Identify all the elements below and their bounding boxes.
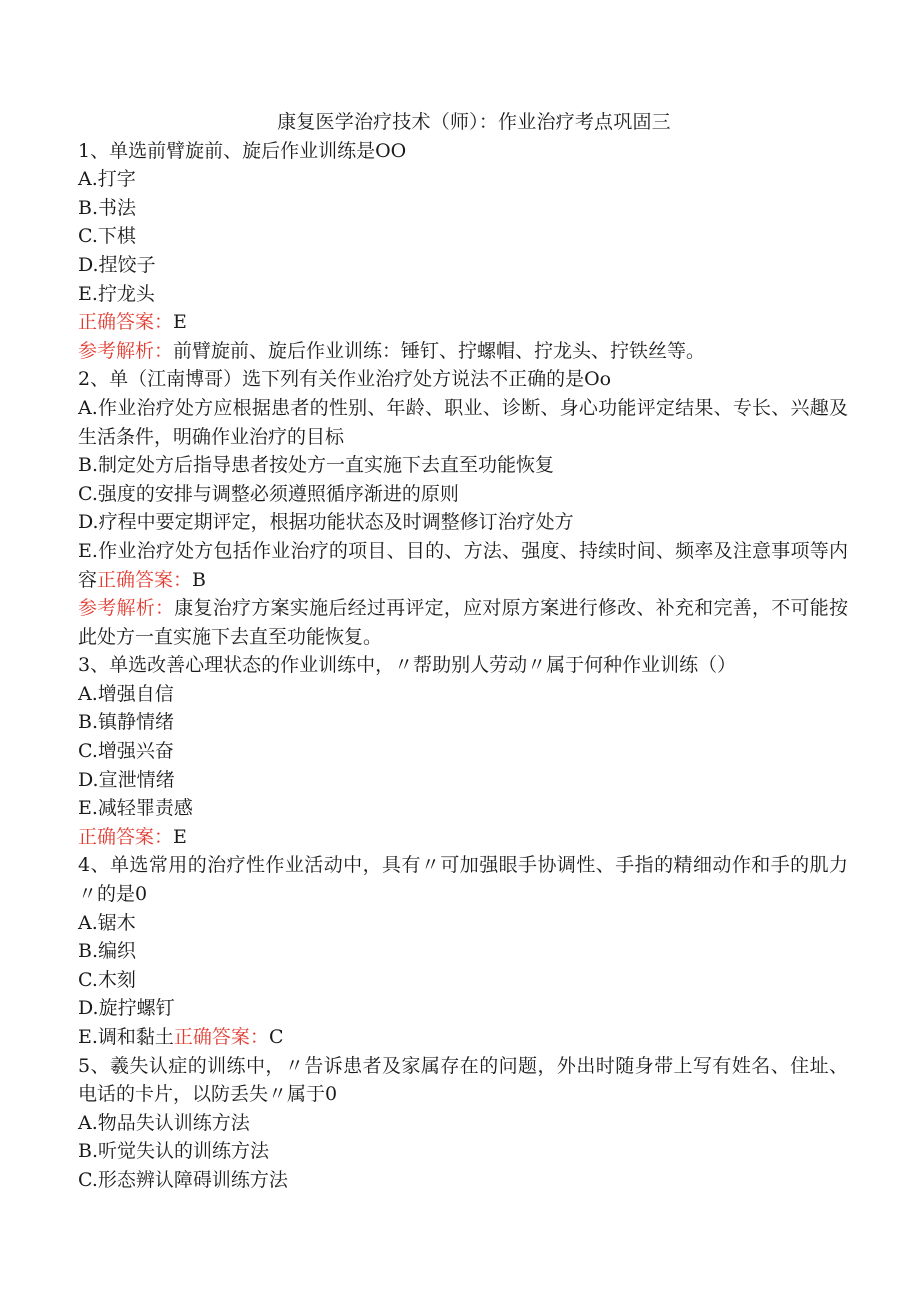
option-text: E.调和黏土 bbox=[78, 1026, 174, 1048]
q2-option-d: D.疗程中要定期评定，根据功能状态及时调整修订治疗处方 bbox=[78, 511, 574, 534]
q1-stem: 1、单选前臂旋前、旋后作业训练是OO bbox=[78, 139, 407, 162]
answer-value: C bbox=[268, 1026, 284, 1048]
q1-option-b: B.书法 bbox=[78, 196, 137, 219]
answer-value: E bbox=[173, 825, 187, 848]
option-text: E.作业治疗处方包括作业治疗的项目、目的、方法、强度、持续时间、频率及注意事项等内容 bbox=[78, 539, 848, 591]
q3-option-c: C.增强兴奋 bbox=[78, 740, 174, 763]
document-page bbox=[78, 108, 848, 1195]
q2-option-c: C.强度的安排与调整必须遵照循序渐进的原则 bbox=[78, 482, 459, 505]
answer-label: 正确答案： bbox=[78, 825, 174, 848]
q1-option-e: E.拧龙头 bbox=[78, 282, 155, 305]
analysis-text: 康复治疗方案实施后经过再评定，应对原方案进行修改、补充和完善，不可能按此处方一直实施下去直至功能恢复。 bbox=[78, 597, 848, 648]
answer-value: E bbox=[173, 311, 187, 334]
q4-option-b: B.编织 bbox=[78, 940, 137, 963]
q1-answer bbox=[78, 308, 848, 337]
q2-option-b: B.制定处方后指导患者按处方一直实施下去直至功能恢复 bbox=[78, 454, 555, 477]
page-title: 康复医学治疗技术（师）：作业治疗考点巩固三 bbox=[277, 111, 671, 133]
q4-option-e bbox=[78, 1023, 848, 1052]
q5-option-c: C.形态辨认障碍训练方法 bbox=[78, 1168, 288, 1191]
q4-option-d: D.旋拧螺钉 bbox=[78, 997, 175, 1020]
answer-label: 正确答案： bbox=[97, 568, 193, 591]
q1-option-c: C.下棋 bbox=[78, 225, 136, 248]
q5-stem: 5、羲失认症的训练中，〃告诉患者及家属存在的问题，外出时随身带上写有姓名、住址、电话的卡片，以防丢失〃属于0 bbox=[78, 1054, 848, 1106]
q1-option-d: D.捏饺子 bbox=[78, 253, 156, 276]
answer-label: 正确答案： bbox=[173, 1026, 269, 1048]
q2-analysis bbox=[78, 594, 848, 651]
q3-option-b: B.镇静情绪 bbox=[78, 711, 175, 734]
q5-option-a: A.物品失认训练方法 bbox=[78, 1111, 250, 1134]
q3-answer bbox=[78, 823, 848, 852]
analysis-label: 参考解析： bbox=[78, 597, 175, 620]
q4-option-c: C.木刻 bbox=[78, 968, 136, 991]
answer-value: B bbox=[192, 568, 206, 591]
q2-option-e bbox=[78, 537, 848, 594]
q3-option-d: D.宣泄情绪 bbox=[78, 768, 175, 791]
q2-option-a: A.作业治疗处方应根据患者的性别、年龄、职业、诊断、身心功能评定结果、专长、兴趣及生活条件，明确作业治疗的目标 bbox=[78, 396, 848, 448]
q3-option-e: E.减轻罪责感 bbox=[78, 797, 193, 820]
q1-analysis bbox=[78, 337, 848, 366]
q3-stem: 3、单选改善心理状态的作业训练中，〃帮助别人劳动〃属于何种作业训练（） bbox=[78, 654, 737, 677]
q5-option-b: B.听觉失认的训练方法 bbox=[78, 1140, 270, 1163]
q4-option-a: A.锯木 bbox=[78, 911, 136, 934]
q2-stem: 2、单（江南博哥）选下列有关作业治疗处方说法不正确的是Oo bbox=[78, 368, 612, 391]
q1-option-a: A.打字 bbox=[78, 168, 136, 191]
analysis-text: 前臂旋前、旋后作业训练：锤钉、拧螺帽、拧龙头、拧铁丝等。 bbox=[173, 339, 706, 362]
answer-label: 正确答案： bbox=[78, 311, 174, 334]
q3-option-a: A.增强自信 bbox=[78, 682, 174, 705]
analysis-label: 参考解析： bbox=[78, 339, 174, 362]
q4-stem: 4、单选常用的治疗性作业活动中，具有〃可加强眼手协调性、手指的精细动作和手的肌力〃的是0 bbox=[78, 854, 848, 906]
